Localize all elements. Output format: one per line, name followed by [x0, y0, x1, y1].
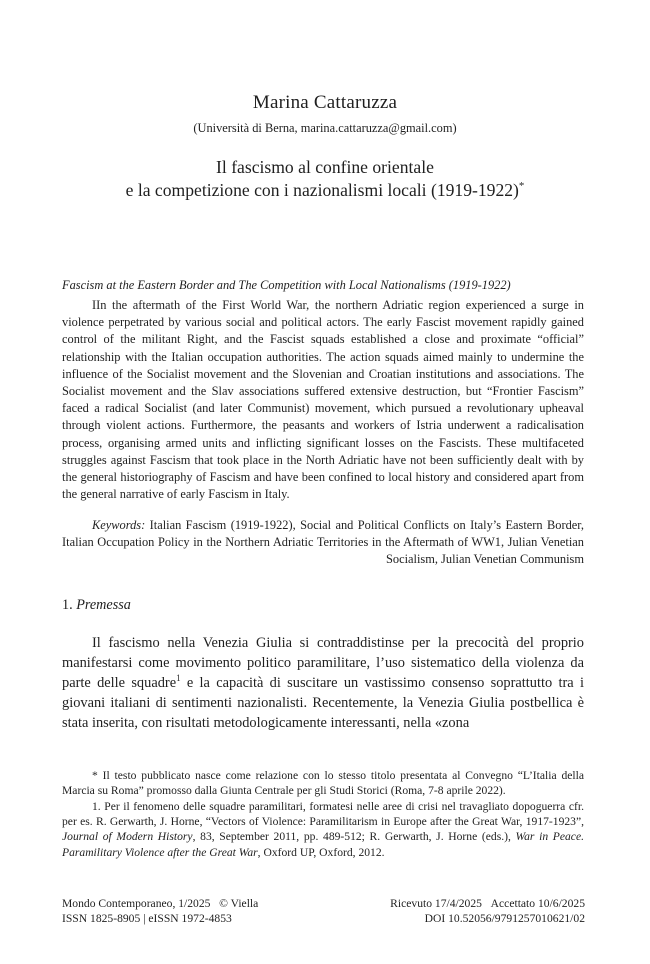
author-affiliation: (Università di Berna, marina.cattaruzza@gmail.com)	[193, 121, 457, 135]
footnote-1-book: War in Peace. Paramilitary Violence after the Great War	[62, 830, 584, 859]
footer-accepted: Accettato 10/6/2025	[490, 897, 585, 910]
keywords-label: Keywords:	[92, 518, 146, 532]
title-footnote-mark: *	[518, 180, 525, 193]
abstract-heading: Fascism at the Eastern Border and The Competition with Local Nationalisms (1919-1922)	[62, 278, 511, 292]
body-paragraph	[62, 633, 584, 733]
article-title-line-2	[0, 180, 650, 201]
footnote-1-journal: Journal of Modern History	[62, 830, 193, 844]
article-title-line-1: Il fascismo al confine orientale	[216, 157, 434, 177]
body-text-1: Il fascismo nella Venezia Giulia si contraddistinse per la precocità del proprio manifestarsi come movimento politico paramilitare, l’uso sistematico della violenza da parte delle squadre	[62, 635, 584, 691]
section-title: Premessa	[76, 597, 131, 613]
footer-doi: DOI 10.52056/9791257010621/02	[424, 912, 585, 925]
footer-journal-line	[62, 896, 258, 911]
body-text-2: e la capacità di suscitare un vastissimo consenso soprattutto tra i giovani italiani di sentimenti nazionalisti. Recentemente, la Venezia Giulia postbellica è stata inserita, con risultati metodologicamente interessanti, nella «zona	[62, 675, 584, 731]
section-number: 1.	[62, 597, 73, 613]
footer-received: Ricevuto 17/4/2025	[390, 897, 482, 910]
footnote-1-text-b: , 83, September 2011, pp. 489-512; R. Gerwarth, J. Horne (eds.),	[192, 830, 516, 844]
footnote-1-text-c: , Oxford UP, Oxford, 2012.	[257, 845, 385, 859]
abstract-text: IIn the aftermath of the First World War, the northern Adriatic region experienced a surge in violence perpetrated by various social and political actors. The early Fascist movement rapidly gained control of the militant Right, and the Fascist squads established a close and proximate “official” relationship with the Italian occupation authorities. The action squads aimed mainly to undermine the influence of the Socialist movement and the Slovenian and Croatian institutions and associations. The Socialist movement and the Slav associations suffered extensive destruction, but “Frontier Fascism” faced a radical Socialist (and later Communist) movement, which pursued a revolutionary upheaval through violent actions. Furthermore, the peasants and workers of Istria underwent a radicalisation process, organising armed units and inflicting significant losses on the Fascists. These multifaceted struggles against Fascism that took place in the North Adriatic have not been sufficiently dealt with by the general historiography of Fascism and have been confined to local history and considered apart from the general narrative of early Fascism in Italy.	[62, 298, 584, 502]
footnote-star: * Il testo pubblicato nasce come relazione con lo stesso titolo presentata al Convegno “L’Italia della Marcia su Roma” promosso dalla Giunta Centrale per gli Studi Storici (Roma, 7-8 aprile 2022).	[62, 769, 584, 798]
footer-issn: ISSN 1825-8905 | eISSN 1972-4853	[62, 912, 232, 925]
footer-right	[330, 896, 585, 926]
keywords-list: Italian Fascism (1919-1922), Social and Political Conflicts on Italy’s Eastern Border, Italian Occupation Policy in the Northern Adriatic Territories in the Aftermath of WW1, Julian Venetian Socialism, Julian Venetian Communism	[62, 518, 584, 567]
footer-left	[62, 896, 258, 926]
footer-publisher: © Viella	[219, 897, 259, 910]
footnote-1-text-a: 1. Per il fenomeno delle squadre paramilitari, formatesi nelle aree di crisi nel travagliato dopoguerra cfr. per es. R. Gerwarth, J. Horne, “Vectors of Violence: Paramilitarism in Europe after the Great War, 1917-1923”,	[62, 800, 584, 829]
footnote-ref-1: 1	[176, 673, 181, 684]
author-name: Marina Cattaruzza	[252, 92, 398, 113]
keywords	[62, 517, 584, 569]
footer-dates	[330, 896, 585, 911]
footnote-1	[62, 799, 584, 860]
article-title-line-2-text: e la competizione con i nazionalismi locali (1919-1922)	[125, 180, 519, 200]
section-heading	[62, 597, 131, 614]
footer-journal: Mondo Contemporaneo, 1/2025	[62, 897, 211, 910]
